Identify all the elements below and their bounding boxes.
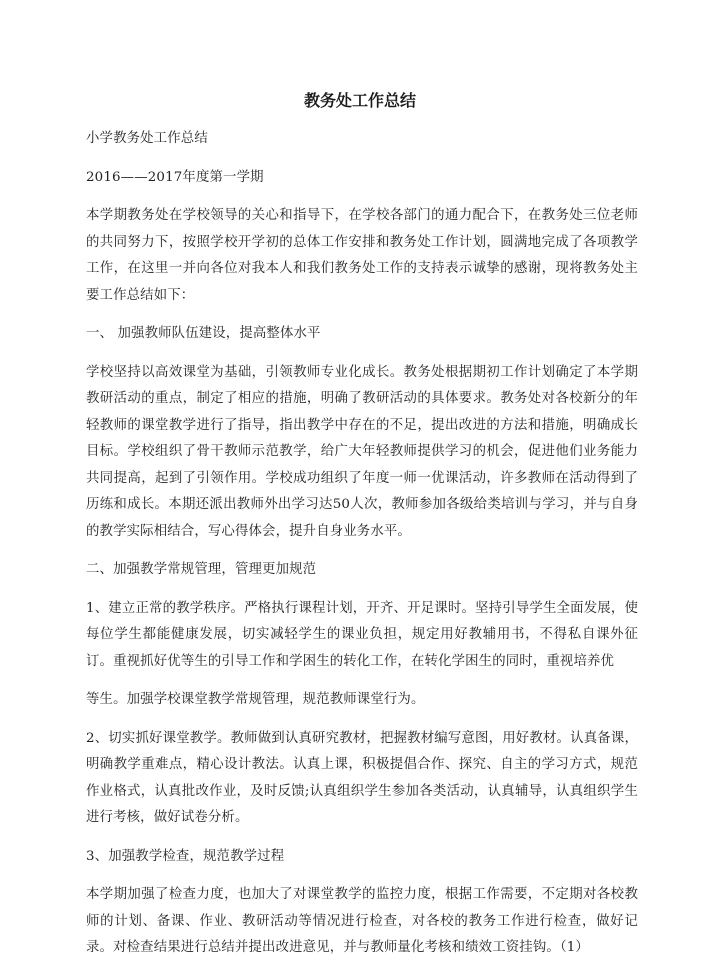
document-body <box>86 126 638 974</box>
item-3-paragraph: 本学期加强了检查力度，也加大了对课堂教学的监控力度，根据工作需要，不定期对各校教师的计划、备课、作业、教研活动等情况进行检查，对各校的教务工作进行检查，做好记录。对检查结果进行总结并提出改进意见，并与教师量化考核和绩效工资挂钩。（1） <box>86 887 638 955</box>
item-1-paragraph: 1、建立正常的教学秩序。严格执行课程计划，开齐、开足课时。坚持引导学生全面发展，使每位学生都能健康发展，切实减轻学生的课业负担，规定用好教辅用书，不得私自课外征订。重视抓好优等生的引导工作和学困生的转化工作，在转化学困生的同时，重视培养优 <box>86 600 638 669</box>
item-1-continuation: 等生。加强学校课堂教学常规管理，规范教师课堂行为。 <box>86 692 425 707</box>
section-heading-2: 二、加强教学常规管理，管理更加规范 <box>86 562 317 577</box>
section-heading-1: 一、 加强教师队伍建设，提高整体水平 <box>86 326 321 341</box>
item-2-paragraph: 2、切实抓好课堂教学。教师做到认真研究教材，把握教材编写意图，用好教材。认真备课，明确教学重难点，精心设计教法。认真上课，积极提倡合作、探究、自主的学习方式，规范作业格式，认真批改作业，及时反馈;认真组织学生参加各类活动，认真辅导，认真组织学生进行考核，做好试卷分析。 <box>86 730 638 825</box>
section-1-paragraph: 学校坚持以高效课堂为基础，引领教师专业化成长。教务处根据期初工作计划确定了本学期教研活动的重点，制定了相应的措施，明确了教研活动的具体要求。教务处对各校新分的年轻教师的课堂教学进行了指导，指出教学中存在的不足，提出改进的方法和措施，明确成长目标。学校组织了骨干教师示范教学，给广大年轻教师提供学习的机会，促进他们业务能力共同提高，起到了引领作用。学校成功组织了年度一师一优课活动，许多教师在活动得到了历练和成长。本期还派出教师外出学习达50人次，教师参加各级给类培训与学习，并与自身的教学实际相结合，写心得体会，提升自身业务水平。 <box>86 364 638 539</box>
document-title: 教务处工作总结 <box>303 91 416 110</box>
subtitle-paragraph: 小学教务处工作总结 <box>86 131 208 146</box>
intro-paragraph: 本学期教务处在学校领导的关心和指导下，在学校各部门的通力配合下，在教务处三位老师的共同努力下，按照学校开学初的总体工作安排和教务处工作计划，圆满地完成了各项教学工作，在这里一并向各位对我本人和我们教务处工作的支持表示诚挚的感谢，现将教务处主要工作总结如下： <box>86 208 638 303</box>
item-3-heading: 3、加强教学检查，规范教学过程 <box>86 848 285 864</box>
term-paragraph: 2016——2017年度第一学期 <box>86 169 264 185</box>
